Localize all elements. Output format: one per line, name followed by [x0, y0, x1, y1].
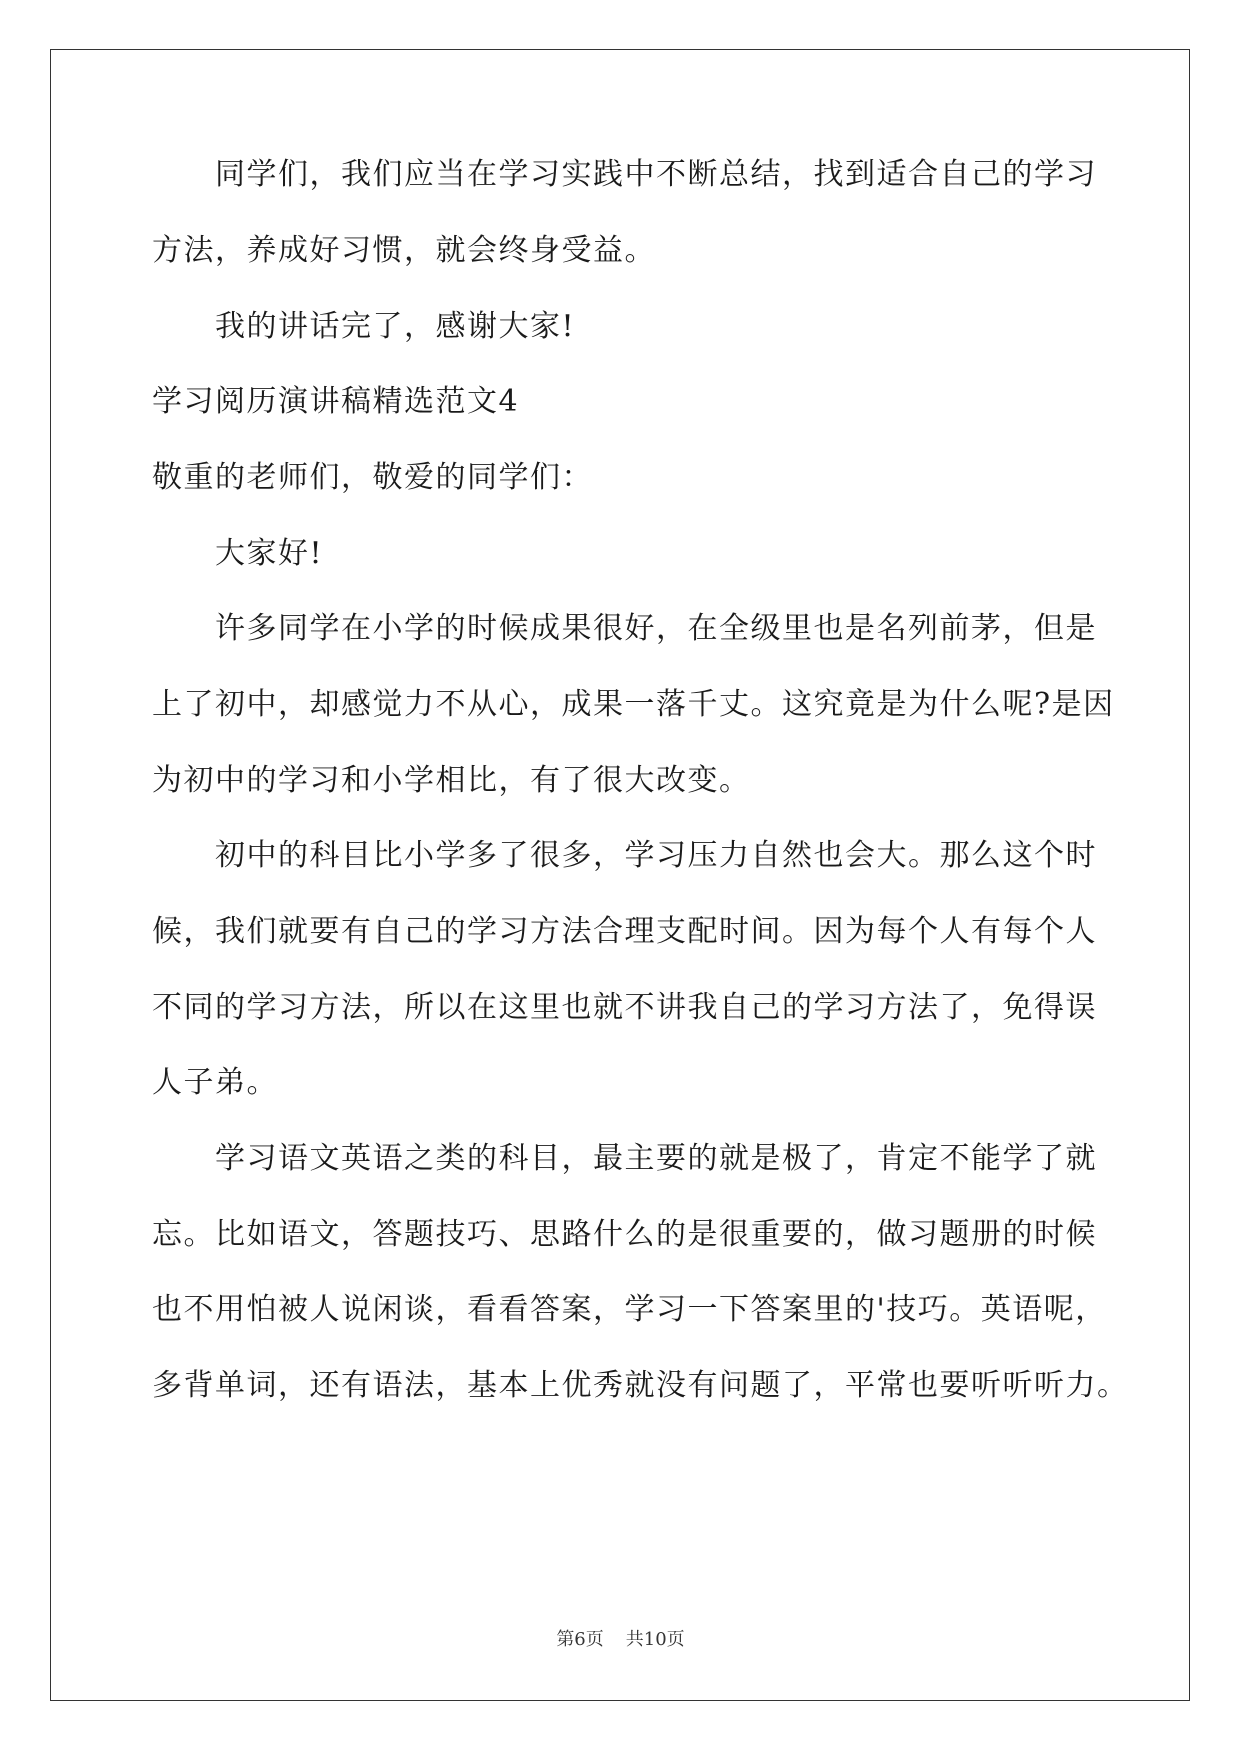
paragraph-line: 多背单词，还有语法，基本上优秀就没有问题了，平常也要听听听力。 — [152, 1368, 1129, 1403]
paragraph-line: 初中的科目比小学多了很多，学习压力自然也会大。那么这个时 — [215, 838, 1097, 873]
paragraph-line: 我的讲话完了，感谢大家! — [215, 309, 576, 344]
paragraph-line: 同学们，我们应当在学习实践中不断总结，找到适合自己的学习 — [215, 157, 1097, 192]
paragraph-line: 学习语文英语之类的科目，最主要的就是极了，肯定不能学了就 — [215, 1141, 1097, 1176]
paragraph-line: 方法，养成好习惯，就会终身受益。 — [152, 233, 656, 268]
section-heading: 学习阅历演讲稿精选范文4 — [152, 384, 520, 419]
paragraph-line: 为初中的学习和小学相比，有了很大改变。 — [152, 763, 751, 798]
paragraph-line: 也不用怕被人说闲谈，看看答案，学习一下答案里的'技巧。英语呢， — [152, 1292, 1107, 1327]
page-number-current: 第6页 — [556, 1629, 604, 1650]
page-footer — [0, 1628, 1241, 1652]
paragraph-line: 上了初中，却感觉力不从心，成果一落千丈。这究竟是为什么呢?是因 — [152, 687, 1115, 722]
page-number-total: 共10页 — [625, 1629, 685, 1650]
paragraph-line: 不同的学习方法，所以在这里也就不讲我自己的学习方法了，免得误 — [152, 990, 1097, 1025]
paragraph-line: 人子弟。 — [152, 1065, 278, 1100]
paragraph-line: 忘。比如语文，答题技巧、思路什么的是很重要的，做习题册的时候 — [152, 1217, 1097, 1252]
paragraph-line: 候，我们就要有自己的学习方法合理支配时间。因为每个人有每个人 — [152, 914, 1097, 949]
salutation: 敬重的老师们，敬爱的同学们： — [152, 460, 593, 495]
greeting: 大家好! — [215, 536, 324, 571]
paragraph-line: 许多同学在小学的时候成果很好，在全级里也是名列前茅，但是 — [215, 611, 1097, 646]
